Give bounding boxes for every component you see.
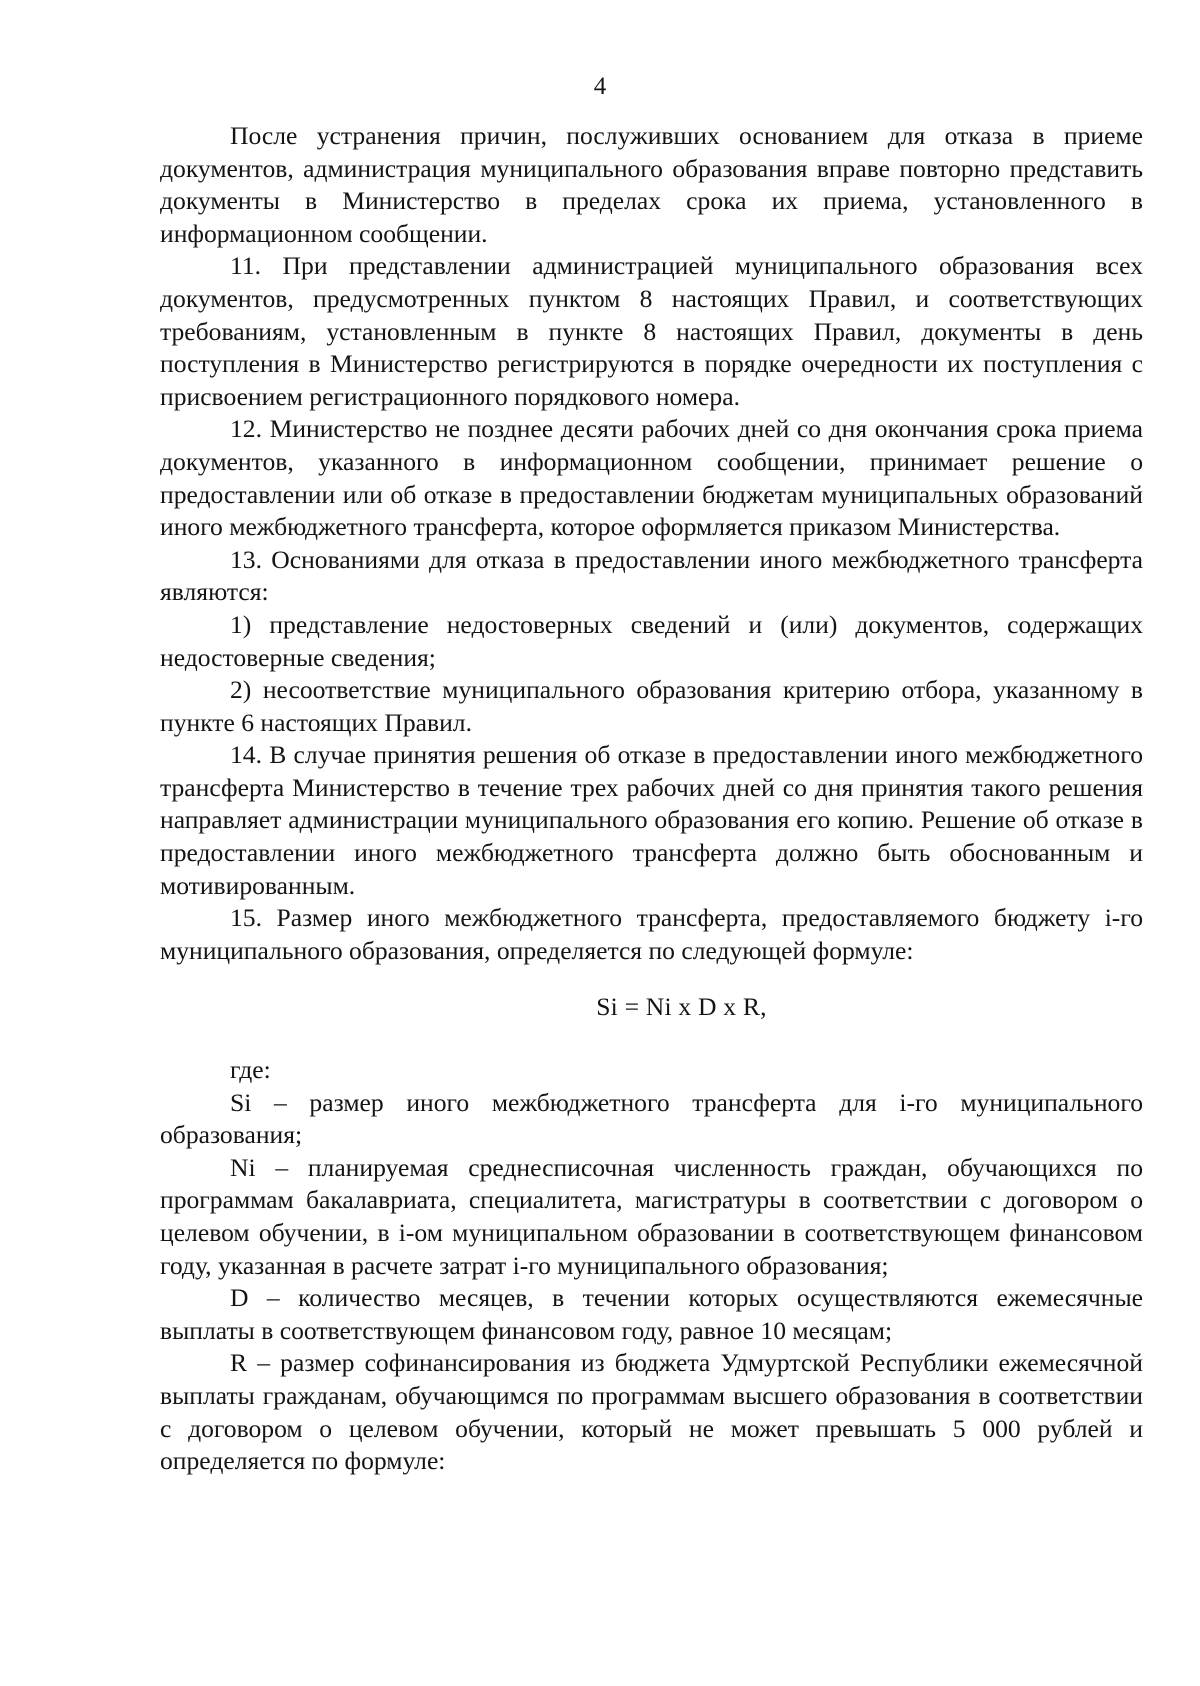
paragraph-12-decision: 12. Министерство не позднее десяти рабочих дней со дня окончания срока приема документов, указанного в информационном сообщении, принимает решение о предоставлении или об отказе в предоставлении бюджетам муниципальных образований иного межбюджетного трансферта, которое оформляется приказом Министерства.: [160, 414, 1143, 542]
list-item-2: 2) несоответствие муниципального образования критерию отбора, указанному в пункте 6 настоящих Правил.: [160, 675, 1143, 737]
paragraph-15-transfer-size: 15. Размер иного межбюджетного трансферта, предоставляемого бюджету i-го муниципального образования, определяется по следующей формуле:: [160, 903, 1143, 965]
definition-si: Si – размер иного межбюджетного трансферта для i-го муниципального образования;: [160, 1087, 1143, 1150]
paragraph-13-refusal-grounds: 13. Основаниями для отказа в предоставлении иного межбюджетного трансферта являются:: [160, 544, 1143, 607]
paragraph-resubmission: После устранения причин, послуживших основанием для отказа в приеме документов, администрация муниципального образования вправе повторно представить документы в Министерство в пределах срока их приема, установленного в информационном сообщении.: [160, 121, 1143, 248]
list-item-1: 1) представление недостоверных сведений и (или) документов, содержащих недостоверные сведения;: [160, 609, 1143, 672]
definition-ni: Ni – планируемая среднесписочная численность граждан, обучающихся по программам бакалавриата, специалитета, магистратуры в соответствии с договором о целевом обучении, в i-ом муниципальном образовании в соответствующем финансовом году, указанная в расчете затрат i-го муниципального образования;: [160, 1152, 1143, 1280]
document-body: [160, 120, 1143, 1478]
definition-r: R – размер софинансирования из бюджета Удмуртской Республики ежемесячной выплаты гражданам, обучающимся по программам высшего образования в соответствии с договором о целевом обучении, который не может превышать 5 000 рублей и определяется по формуле:: [160, 1348, 1143, 1476]
formula: Si = Ni x D x R,: [596, 992, 767, 1022]
paragraph-11-registration: 11. При представлении администрацией муниципального образования всех документов, предусмотренных пунктом 8 настоящих Правил, и соответствующих требованиям, установленным в пункте 8 настоящих Правил, документы в день поступления в Министерство регистрируются в порядке очередности их поступления с присвоением регистрационного порядкового номера.: [160, 251, 1143, 411]
paragraph-14-refusal-notice: 14. В случае принятия решения об отказе в предоставлении иного межбюджетного трансферта Министерство в течение трех рабочих дней со дня принятия такого решения направляет администрации муниципального образования его копию. Решение об отказе в предоставлении иного межбюджетного трансферта должно быть обоснованным и мотивированным.: [160, 740, 1143, 900]
definition-d: D – количество месяцев, в течении которых осуществляются ежемесячные выплаты в соответствующем финансовом году, равное 10 месяцам;: [160, 1283, 1143, 1345]
definitions-intro: где:: [230, 1055, 271, 1085]
page-number: 4: [593, 73, 607, 100]
